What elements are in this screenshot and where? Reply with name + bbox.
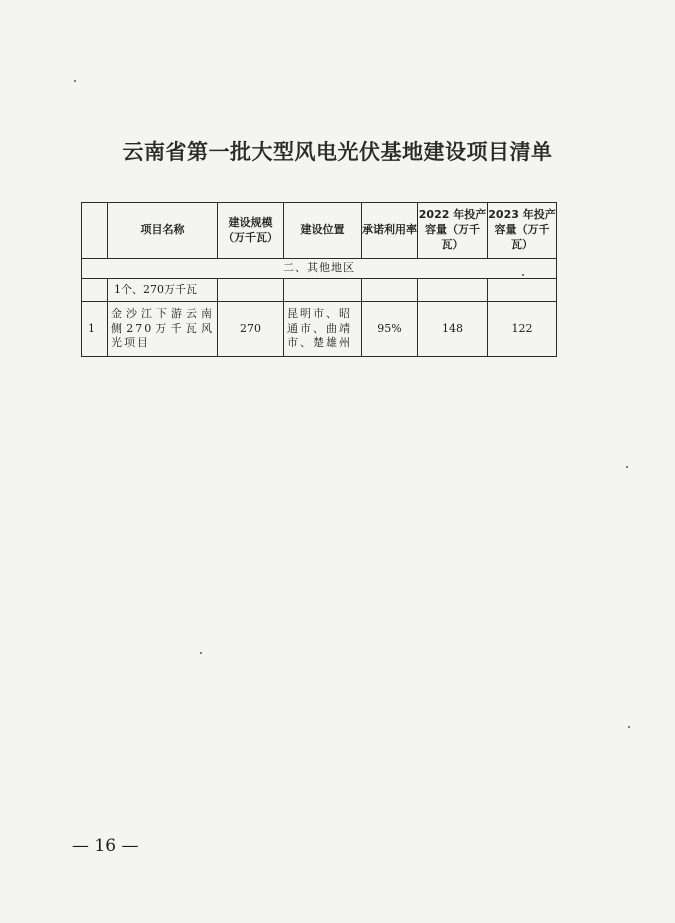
project-list-table xyxy=(81,202,557,357)
row-capacity-2023: 122 xyxy=(488,302,557,357)
row-capacity-2022: 148 xyxy=(418,302,488,357)
scan-speck xyxy=(628,726,630,728)
table-header-row xyxy=(82,203,557,259)
header-index xyxy=(82,203,108,259)
row-construction-scale: 270 xyxy=(218,302,284,357)
group-empty-cell xyxy=(284,279,362,302)
page-number: — 16 — xyxy=(72,836,139,856)
group-empty-cell xyxy=(218,279,284,302)
group-empty-cell xyxy=(488,279,557,302)
row-project-name: 金沙江下游云南侧270万千瓦风光项目 xyxy=(108,302,218,357)
header-construction-location: 建设位置 xyxy=(284,203,362,259)
row-utilization-rate: 95% xyxy=(362,302,418,357)
group-label: 1个、270万千瓦 xyxy=(108,279,218,302)
header-capacity-2022: 2022 年投产容量（万千瓦） xyxy=(418,203,488,259)
group-index-cell xyxy=(82,279,108,302)
group-row xyxy=(82,279,557,302)
row-index: 1 xyxy=(82,302,108,357)
header-construction-scale: 建设规模（万千瓦） xyxy=(218,203,284,259)
scan-speck xyxy=(626,466,628,468)
header-utilization-rate: 承诺利用率 xyxy=(362,203,418,259)
group-empty-cell xyxy=(418,279,488,302)
page-title: 云南省第一批大型风电光伏基地建设项目清单 xyxy=(122,140,553,164)
header-capacity-2023: 2023 年投产容量（万千瓦） xyxy=(488,203,557,259)
region-row xyxy=(82,259,557,279)
header-project-name: 项目名称 xyxy=(108,203,218,259)
group-empty-cell xyxy=(362,279,418,302)
table-row xyxy=(82,302,557,357)
scan-speck xyxy=(74,80,76,82)
scan-speck xyxy=(200,652,202,654)
row-construction-location: 昆明市、昭通市、曲靖市、楚雄州 xyxy=(284,302,362,357)
region-label: 二、其他地区 xyxy=(82,259,557,279)
scan-speck xyxy=(522,274,524,276)
